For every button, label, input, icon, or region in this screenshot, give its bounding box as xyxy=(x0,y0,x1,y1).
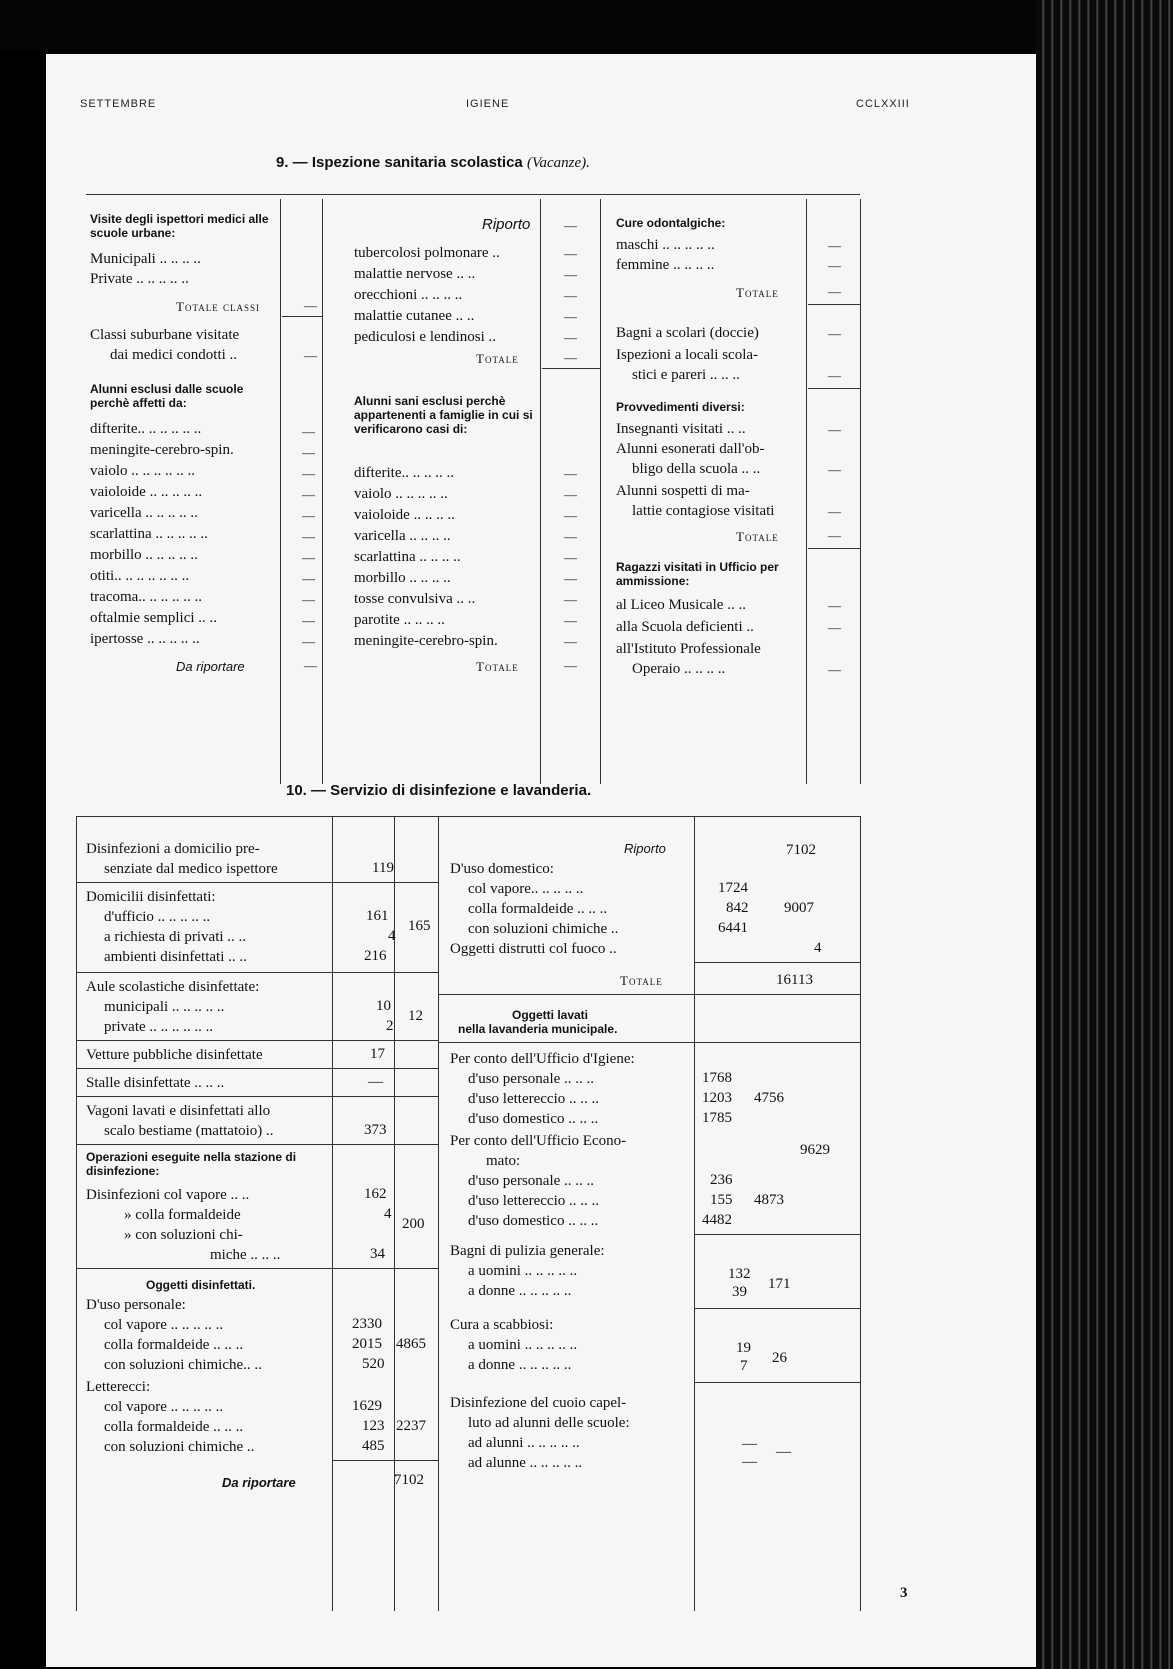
s10-conto-econ-2: mato: xyxy=(486,1153,521,1169)
s9-col1-dash-4: — xyxy=(302,508,315,523)
s9-col1-item-8: tracoma.. .. .. .. .. .. xyxy=(90,589,203,605)
s10-vagoni-2: scalo bestiame (mattatoio) .. xyxy=(104,1123,274,1139)
s9-col1-heading: Visite degli ispettori medici alle scuole urbane: xyxy=(90,212,269,240)
s10-donne-2: a donne .. .. .. .. .. xyxy=(468,1357,572,1373)
s10-v2015: 2015 xyxy=(352,1336,382,1352)
s9-col2-dash-1: — xyxy=(564,267,577,282)
s10-ufficio: d'ufficio .. .. .. .. .. xyxy=(104,909,211,925)
s10-donne: a donne .. .. .. .. .. xyxy=(468,1283,572,1299)
scan-border-top xyxy=(0,0,1173,50)
s10-v1203: 1203 xyxy=(702,1090,732,1106)
s9-col2-dash-3: — xyxy=(564,309,577,324)
s10-ambienti: ambienti disinfettati .. .. xyxy=(104,949,247,965)
s10-dis-dom: Disinfezioni a domicilio pre- xyxy=(86,841,260,857)
s9-dash: — xyxy=(828,422,841,437)
s9-col2-item2-6: tosse convulsiva .. .. xyxy=(354,591,476,607)
section-9-title: 9. — Ispezione sanitaria scolastica (Vacanze). xyxy=(276,154,590,171)
s10-v17: 17 xyxy=(370,1046,385,1062)
s9-col2-dash-4: — xyxy=(564,330,577,345)
s10-v26: 26 xyxy=(772,1350,787,1366)
s9-da-riportare: Da riportare xyxy=(176,659,245,674)
s9-col1-dash-2: — xyxy=(302,466,315,481)
s10-v171: 171 xyxy=(768,1276,791,1292)
s9-bagni: Bagni a scolari (doccie) xyxy=(616,325,759,341)
section-10-title: 10. — Servizio di disinfezione e lavanderia. xyxy=(286,782,592,799)
s10-v7102-right: 7102 xyxy=(786,842,816,858)
s9-dash: — xyxy=(828,662,841,677)
s10-vdash-total: — xyxy=(776,1444,791,1460)
s9-ispezioni: Ispezioni a locali scola- xyxy=(616,347,759,363)
s9-col2-totale-2: Totale xyxy=(476,659,519,674)
s9-col2-item2-5: morbillo .. .. .. .. xyxy=(354,570,451,586)
s9-col2-dash2-5: — xyxy=(564,571,577,586)
s10-v9007: 9007 xyxy=(784,900,814,916)
s9-dash: — xyxy=(828,528,841,543)
s10-v200: 200 xyxy=(402,1216,425,1232)
s9-col2-item2-4: scarlattina .. .. .. .. xyxy=(354,549,461,565)
s9-dash: — xyxy=(828,258,841,273)
s10-v12: 12 xyxy=(408,1008,423,1024)
s9-dash: — xyxy=(304,348,317,363)
s10-v9629: 9629 xyxy=(800,1142,830,1158)
s9-classi-suburbane: Classi suburbane visitate xyxy=(90,327,240,343)
s9-col2-item2-7: parotite .. .. .. .. xyxy=(354,612,445,628)
s9-esonerati: Alunni esonerati dall'ob- xyxy=(616,441,765,457)
s9-col2-dash-2: — xyxy=(564,288,577,303)
s10-stalle: Stalle disinfettate .. .. .. xyxy=(86,1075,225,1091)
s10-v4756: 4756 xyxy=(754,1090,784,1106)
s9-dash: — xyxy=(828,284,841,299)
s9-col1-item-2: vaiolo .. .. .. .. .. .. xyxy=(90,463,195,479)
s10-totale: Totale xyxy=(620,973,663,988)
s10-r-col-vapore: col vapore.. .. .. .. .. xyxy=(468,881,584,897)
s9-col2-dash2-0: — xyxy=(564,466,577,481)
s10-v4: 4 xyxy=(814,940,822,956)
s10-lettereccio: d'uso lettereccio .. .. .. xyxy=(468,1091,599,1107)
s9-col2-dash2-6: — xyxy=(564,592,577,607)
s10-v1768: 1768 xyxy=(702,1070,732,1086)
s10-da-riportare: Da riportare xyxy=(222,1475,296,1490)
s10-vdash-alunne: — xyxy=(742,1454,757,1470)
s10-vagoni: Vagoni lavati e disinfettati allo xyxy=(86,1103,271,1119)
s9-col2-item-1: malattie nervose .. .. xyxy=(354,266,476,282)
s9-col1-item-9: oftalmie semplici .. .. xyxy=(90,610,218,626)
s10-v4482: 4482 xyxy=(702,1212,732,1228)
s10-l-vapore: col vapore .. .. .. .. .. xyxy=(104,1399,224,1415)
s9-dash: — xyxy=(564,658,577,673)
s9-istituto: all'Istituto Professionale xyxy=(616,641,761,657)
s9-col2-item-2: orecchioni .. .. .. .. xyxy=(354,287,463,303)
s10-aule: Aule scolastiche disinfettate: xyxy=(86,979,260,995)
s9-col2-heading: Alunni sani esclusi perchè appartenenti a famiglie in cui si verificarono casi di: xyxy=(354,394,533,436)
s10-v162: 162 xyxy=(364,1186,387,1202)
s9-liceo: al Liceo Musicale .. .. xyxy=(616,597,746,613)
s10-oggetti: Oggetti disinfettati. xyxy=(146,1278,256,1292)
s9-col2-totale: Totale xyxy=(476,351,519,366)
s10-personale-2: d'uso personale .. .. .. xyxy=(468,1173,595,1189)
s9-col3-heading-3: Ragazzi visitati in Ufficio per ammissione: xyxy=(616,560,779,588)
s10-lettereccio-2: d'uso lettereccio .. .. .. xyxy=(468,1193,599,1209)
s10-riporto: Riporto xyxy=(624,841,666,856)
s9-col2-item2-8: meningite-cerebro-spin. xyxy=(354,633,498,649)
s10-l-sol: con soluzioni chimiche .. xyxy=(104,1439,255,1455)
s10-con-sol: con soluzioni chimiche.. .. xyxy=(104,1357,262,1373)
s10-v6441: 6441 xyxy=(718,920,748,936)
s9-col1-heading-2: Alunni esclusi dalle scuole perchè affetti da: xyxy=(90,382,244,410)
s9-col1-item-5: scarlattina .. .. .. .. .. xyxy=(90,526,208,542)
s10-v842: 842 xyxy=(726,900,749,916)
s9-col1-item-10: ipertosse .. .. .. .. .. xyxy=(90,631,200,647)
s9-col3-heading-2: Provvedimenti diversi: xyxy=(616,400,745,414)
s10-letterecci: Letterecci: xyxy=(86,1379,151,1395)
s10-vdash-alunni: — xyxy=(742,1436,757,1452)
s9-dash: — xyxy=(828,368,841,383)
s10-vapore: Disinfezioni col vapore .. .. xyxy=(86,1187,250,1203)
s10-privati: a richiesta di privati .. .. xyxy=(104,929,247,945)
s10-v7: 7 xyxy=(740,1358,748,1374)
header-page-number: CCLXXIII xyxy=(856,98,910,110)
s9-col3-totale-2: Totale xyxy=(736,529,779,544)
s9-col2-item2-3: varicella .. .. .. .. xyxy=(354,528,451,544)
s9-col1-dash-3: — xyxy=(302,487,315,502)
s9-col1-dash-9: — xyxy=(302,613,315,628)
s9-col2-item2-0: difterite.. .. .. .. .. xyxy=(354,465,454,481)
s9-dash: — xyxy=(828,620,841,635)
s10-v216: 216 xyxy=(364,948,387,964)
s9-col2-dash2-1: — xyxy=(564,487,577,502)
s9-esonerati-2: bligo della scuola .. .. xyxy=(632,461,761,477)
s9-col1-item-3: vaioloide .. .. .. .. .. xyxy=(90,484,203,500)
s10-lavati: Oggetti lavati xyxy=(512,1008,589,1022)
s9-dash: — xyxy=(828,238,841,253)
s10-conto-econ: Per conto dell'Ufficio Econo- xyxy=(450,1133,627,1149)
s9-col3-totale: Totale xyxy=(736,285,779,300)
s9-dash: — xyxy=(304,298,317,313)
s9-col2-item-0: tubercolosi polmonare .. xyxy=(354,245,500,261)
s9-totale-classi: Totale classi xyxy=(176,299,260,314)
s10-v4873: 4873 xyxy=(754,1192,784,1208)
s9-col1-dash-1: — xyxy=(302,445,315,460)
s10-v34: 34 xyxy=(370,1246,385,1262)
s9-classi-suburbane-2: dai medici condotti .. xyxy=(110,347,238,363)
s9-col2-item2-2: vaioloide .. .. .. .. xyxy=(354,507,455,523)
s9-col2-dash2-4: — xyxy=(564,550,577,565)
s10-l-form: colla formaldeide .. .. .. xyxy=(104,1419,244,1435)
s10-v165: 165 xyxy=(408,918,431,934)
s10-v4b: 4 xyxy=(384,1206,392,1222)
s10-v132: 132 xyxy=(728,1266,751,1282)
s9-dash: — xyxy=(564,350,577,365)
s9-col1-dash-8: — xyxy=(302,592,315,607)
s9-col2-item2-1: vaiolo .. .. .. .. .. xyxy=(354,486,448,502)
s10-v7102-left: 7102 xyxy=(394,1472,424,1488)
s9-sospetti-2: lattie contagiose visitati xyxy=(632,503,775,519)
s10-vstalle: — xyxy=(368,1074,383,1090)
s9-insegnanti: Insegnanti visitati .. .. xyxy=(616,421,746,437)
s10-ad-alunne: ad alunne .. .. .. .. .. xyxy=(468,1455,583,1471)
s10-v16113: 16113 xyxy=(776,972,813,988)
header-month: SETTEMBRE xyxy=(80,98,157,110)
s10-v39: 39 xyxy=(732,1284,747,1300)
s9-col2-item-4: pediculosi e lendinosi .. xyxy=(354,329,497,345)
s9-col2-dash2-2: — xyxy=(564,508,577,523)
s10-v236: 236 xyxy=(710,1172,733,1188)
s9-dash: — xyxy=(828,326,841,341)
s10-v2330: 2330 xyxy=(352,1316,382,1332)
s10-private: private .. .. .. .. .. .. xyxy=(104,1019,214,1035)
s9-riporto: Riporto xyxy=(482,216,531,233)
s9-col2-item-3: malattie cutanee .. .. xyxy=(354,308,475,324)
s9-col2-dash2-7: — xyxy=(564,613,577,628)
s10-lavati-2: nella lavanderia municipale. xyxy=(458,1022,618,1036)
s10-v1785: 1785 xyxy=(702,1110,732,1126)
s9-col1-item-6: morbillo .. .. .. .. .. xyxy=(90,547,198,563)
s9-dash: — xyxy=(828,462,841,477)
s9-dash: — xyxy=(304,658,317,673)
s10-colla-form: colla formaldeide .. .. .. xyxy=(104,1337,244,1353)
page-mark: 3 xyxy=(900,1585,908,1601)
s10-uso-personale: D'uso personale: xyxy=(86,1297,186,1313)
s10-bagni: Bagni di pulizia generale: xyxy=(450,1243,605,1259)
s10-v373: 373 xyxy=(364,1122,387,1138)
s10-ad-alunni: ad alunni .. .. .. .. .. xyxy=(468,1435,580,1451)
s10-v520: 520 xyxy=(362,1356,385,1372)
s10-soluzioni: » con soluzioni chi- xyxy=(124,1227,243,1243)
s10-municipali: municipali .. .. .. .. .. xyxy=(104,999,225,1015)
s9-dash: — xyxy=(564,218,577,233)
s10-uso-domestico: D'uso domestico: xyxy=(450,861,554,877)
s10-v155: 155 xyxy=(710,1192,733,1208)
page xyxy=(46,54,1036,1667)
s9-col1-item-4: varicella .. .. .. .. .. xyxy=(90,505,198,521)
s9-ispezioni-2: stici e pareri .. .. .. xyxy=(632,367,740,383)
s10-v2: 2 xyxy=(386,1018,394,1034)
s9-femmine: femmine .. .. .. .. xyxy=(616,257,715,273)
s10-v1629: 1629 xyxy=(352,1398,382,1414)
s10-formaldeide: » colla formaldeide xyxy=(124,1207,241,1223)
s9-municipali: Municipali .. .. .. .. xyxy=(90,251,201,267)
s10-vetture: Vetture pubbliche disinfettate xyxy=(86,1047,263,1063)
s9-maschi: maschi .. .. .. .. .. xyxy=(616,237,715,253)
s10-soluzioni-2: miche .. .. .. xyxy=(210,1247,281,1263)
s10-personale: d'uso personale .. .. .. xyxy=(468,1071,595,1087)
s10-v2237: 2237 xyxy=(396,1418,426,1434)
s10-v4865: 4865 xyxy=(396,1336,426,1352)
s10-col-vapore: col vapore .. .. .. .. .. xyxy=(104,1317,224,1333)
s10-v161: 161 xyxy=(366,908,389,924)
s9-col2-dash-0: — xyxy=(564,246,577,261)
s10-domicilii: Domicilii disinfettati: xyxy=(86,889,216,905)
s9-col1-dash-6: — xyxy=(302,550,315,565)
s9-col1-dash-0: — xyxy=(302,424,315,439)
s9-sospetti: Alunni sospetti di ma- xyxy=(616,483,750,499)
s9-col1-dash-7: — xyxy=(302,571,315,586)
s10-v4a: 4 xyxy=(388,928,396,944)
s10-r-con-sol: con soluzioni chimiche .. xyxy=(468,921,619,937)
s9-private: Private .. .. .. .. .. xyxy=(90,271,189,287)
s9-deficienti: alla Scuola deficienti .. xyxy=(616,619,754,635)
s10-conto-igiene: Per conto dell'Ufficio d'Igiene: xyxy=(450,1051,635,1067)
s9-col1-dash-5: — xyxy=(302,529,315,544)
header-section: IGIENE xyxy=(466,98,510,110)
s9-col1-item-0: difterite.. .. .. .. .. .. xyxy=(90,421,202,437)
s10-v123: 123 xyxy=(362,1418,385,1434)
s10-dis-dom-2: senziate dal medico ispettore xyxy=(104,861,278,877)
s9-col3-heading: Cure odontalgiche: xyxy=(616,216,726,230)
s9-col1-item-7: otiti.. .. .. .. .. .. .. xyxy=(90,568,190,584)
s10-domestico: d'uso domestico .. .. .. xyxy=(468,1111,599,1127)
s9-istituto-2: Operaio .. .. .. .. xyxy=(632,661,726,677)
s10-cura: Cura a scabbiosi: xyxy=(450,1317,554,1333)
s10-v485: 485 xyxy=(362,1438,385,1454)
s10-cuoio: Disinfezione del cuoio capel- xyxy=(450,1395,627,1411)
s10-domestico-2: d'uso domestico .. .. .. xyxy=(468,1213,599,1229)
s10-uomini-2: a uomini .. .. .. .. .. xyxy=(468,1337,578,1353)
s10-v119: 119 xyxy=(372,860,394,876)
s10-cuoio-2: luto ad alunni delle scuole: xyxy=(468,1415,630,1431)
s10-distrutti: Oggetti distrutti col fuoco .. xyxy=(450,941,617,957)
s9-col1-item-1: meningite-cerebro-spin. xyxy=(90,442,234,458)
s10-v19: 19 xyxy=(736,1340,751,1356)
s9-col2-dash2-8: — xyxy=(564,634,577,649)
s9-col2-dash2-3: — xyxy=(564,529,577,544)
s10-r-colla-form: colla formaldeide .. .. .. xyxy=(468,901,608,917)
s10-uomini: a uomini .. .. .. .. .. xyxy=(468,1263,578,1279)
book-edge xyxy=(1036,0,1173,1669)
s9-dash: — xyxy=(828,504,841,519)
s10-v1724: 1724 xyxy=(718,880,748,896)
s9-col1-dash-10: — xyxy=(302,634,315,649)
s10-v10: 10 xyxy=(376,998,391,1014)
s9-dash: — xyxy=(828,598,841,613)
s10-operazioni: Operazioni eseguite nella stazione di disinfezione: xyxy=(86,1150,297,1178)
